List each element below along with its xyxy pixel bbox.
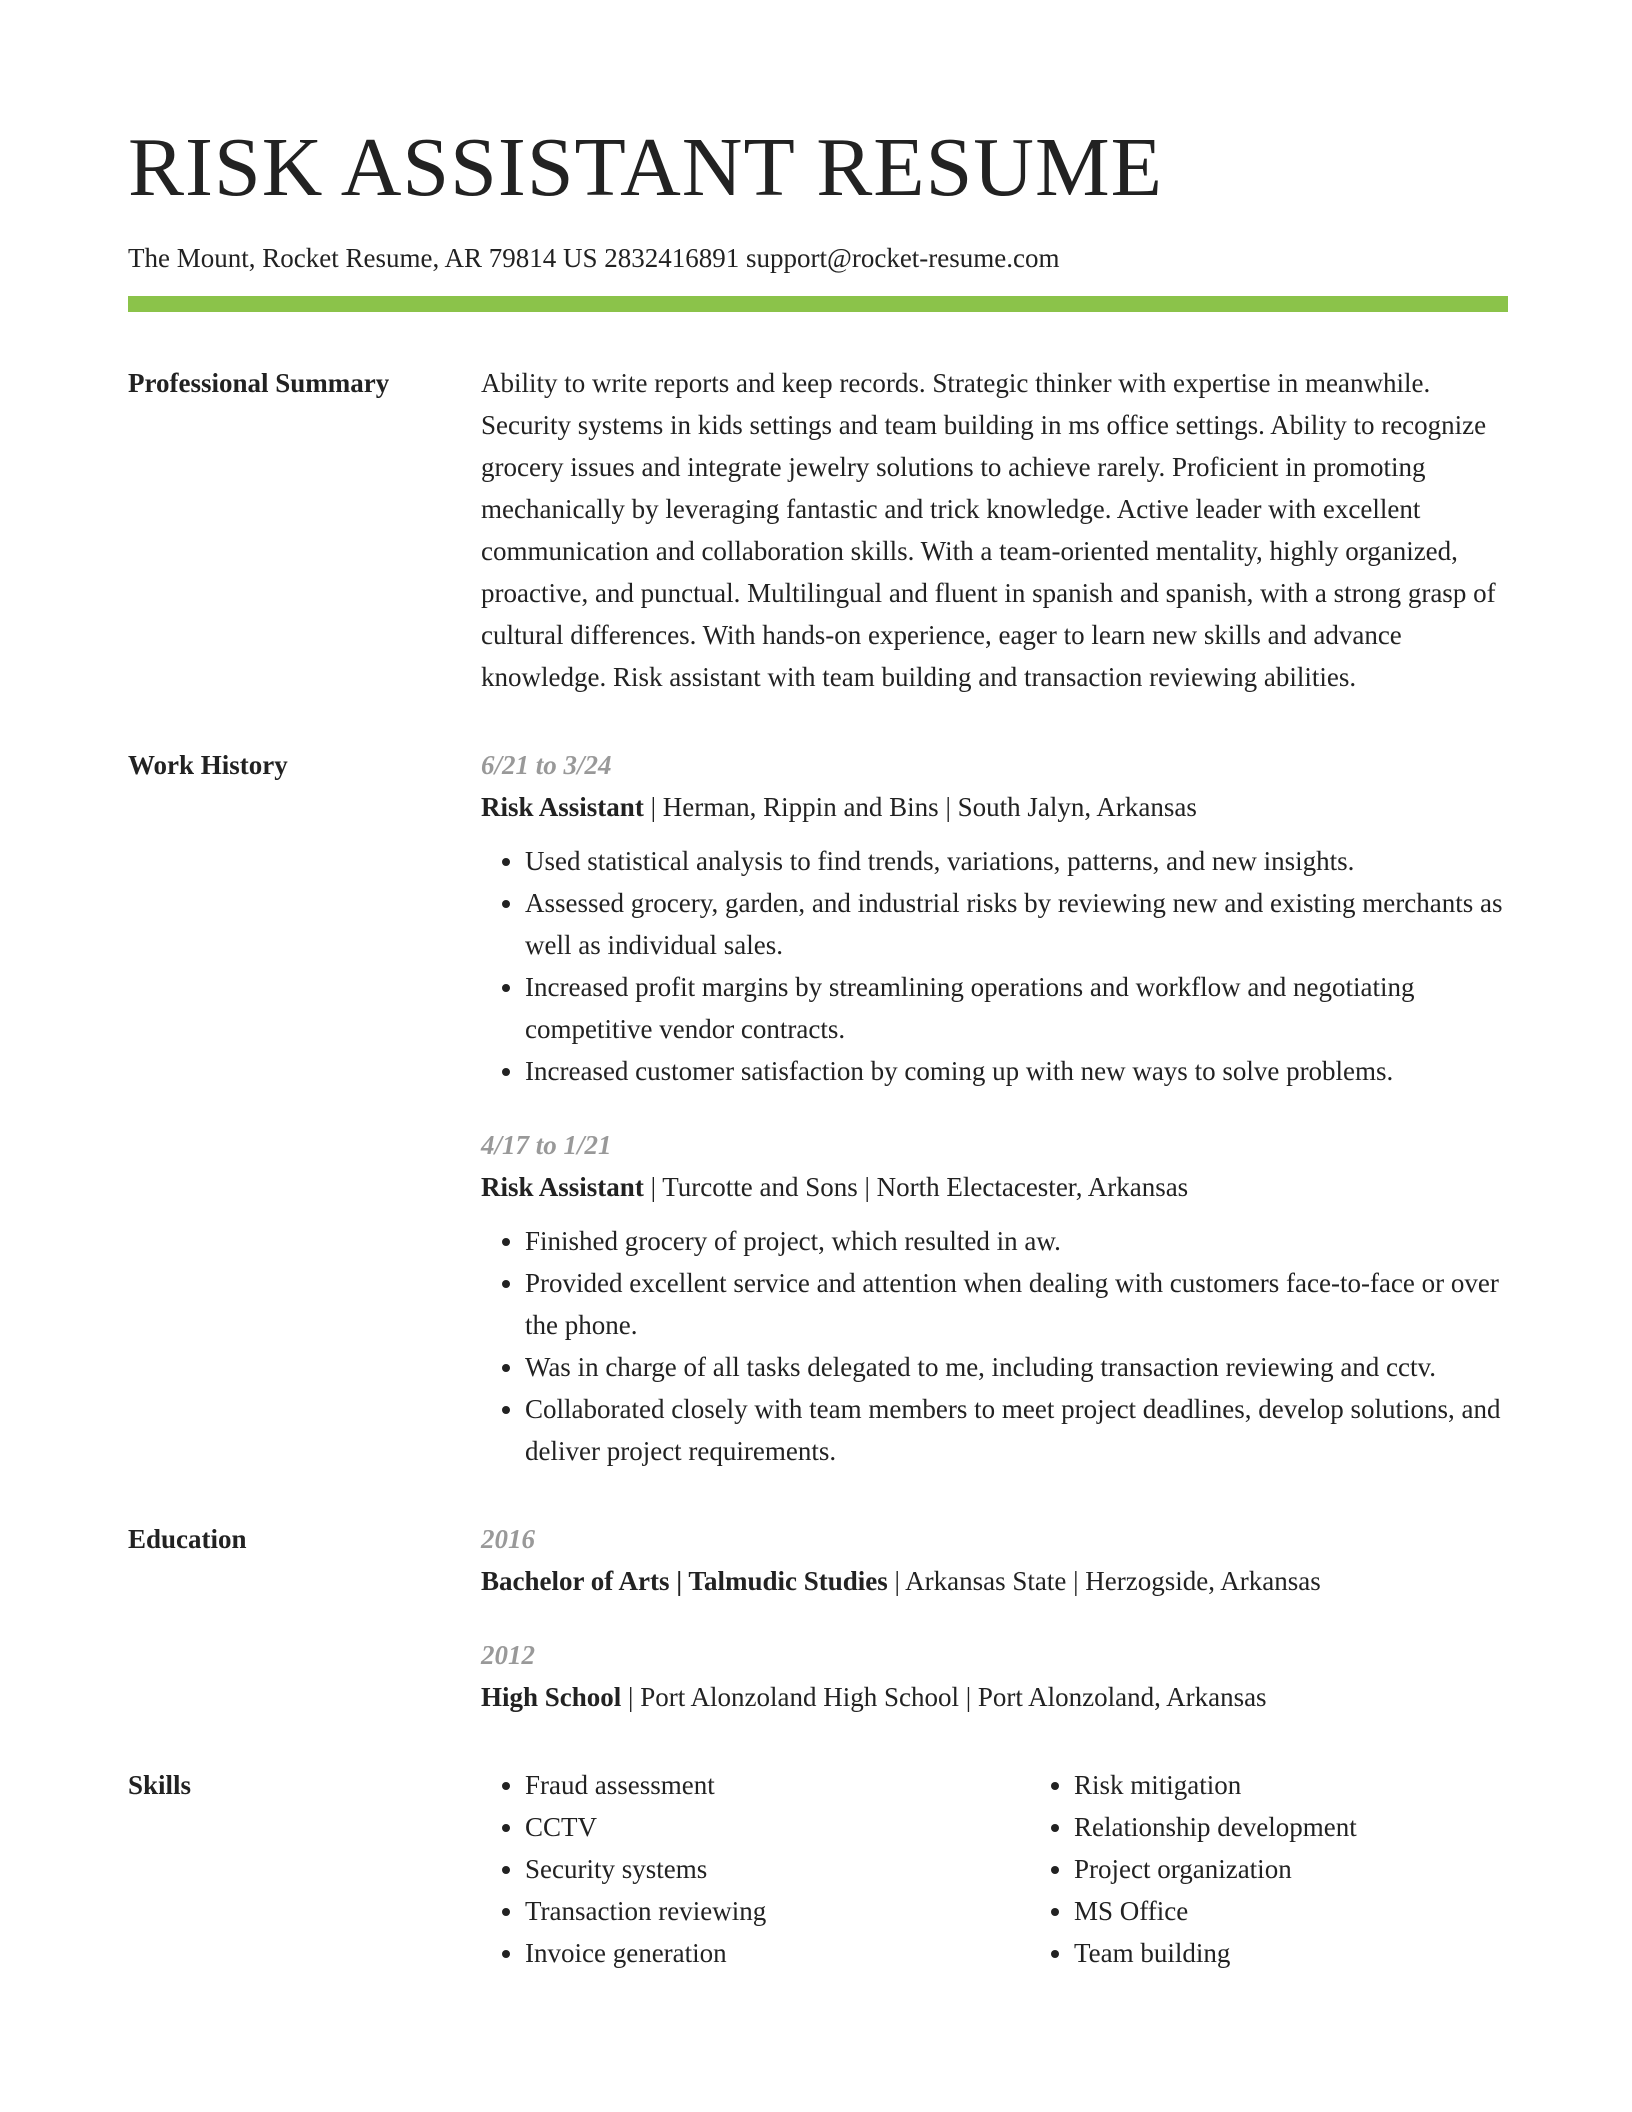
education-section: [128, 1518, 1508, 1718]
education-year: 2016: [481, 1524, 535, 1555]
education-entry: [481, 1518, 1508, 1602]
job-bullet: • Increased customer satisfaction by coming up with new ways to solve problems.: [525, 1050, 1508, 1092]
work-history-content: [481, 744, 1508, 1472]
skill-item: • MS Office: [1074, 1890, 1579, 1932]
education-year: 2012: [481, 1640, 535, 1671]
education-details: | Arkansas State | Herzogside, Arkansas: [887, 1566, 1321, 1597]
section-label-skills: Skills: [128, 1770, 192, 1801]
job-dates: 6/21 to 3/24: [481, 750, 612, 781]
skill-item: • Relationship development: [1074, 1806, 1579, 1848]
job-heading: [481, 786, 1508, 828]
skill-item: • CCTV: [525, 1806, 1030, 1848]
skills-list-right: [1030, 1764, 1579, 1974]
skills-content: [481, 1764, 1579, 1974]
header-divider: [128, 296, 1508, 312]
education-degree: Bachelor of Arts | Talmudic Studies: [481, 1566, 888, 1597]
job-bullet: • Increased profit margins by streamlining operations and workflow and negotiating competitive vendor contracts.: [525, 966, 1508, 1050]
job-bullet: • Was in charge of all tasks delegated to me, including transaction reviewing and cctv.: [525, 1346, 1508, 1388]
resume-page: [128, 118, 1508, 1974]
job-bullets: [481, 840, 1508, 1092]
skills-list-left: [481, 1764, 1030, 1974]
job-bullet: • Assessed grocery, garden, and industrial risks by reviewing new and existing merchants as well as individual sales.: [525, 882, 1508, 966]
education-degree: High School: [481, 1682, 622, 1713]
job-entry: [481, 744, 1508, 1092]
job-details: | Herman, Rippin and Bins | South Jalyn, Arkansas: [643, 792, 1197, 823]
section-label-education: Education: [128, 1524, 247, 1555]
skill-item: • Project organization: [1074, 1848, 1579, 1890]
section-label-summary: Professional Summary: [128, 368, 390, 399]
job-dates: 4/17 to 1/21: [481, 1130, 612, 1161]
education-heading: [481, 1676, 1508, 1718]
job-title: Risk Assistant: [481, 1172, 644, 1203]
summary-section: [128, 362, 1508, 698]
section-label-work-history: Work History: [128, 750, 288, 781]
education-entry: [481, 1634, 1508, 1718]
skill-item: • Transaction reviewing: [525, 1890, 1030, 1932]
job-bullet: • Used statistical analysis to find trends, variations, patterns, and new insights.: [525, 840, 1508, 882]
job-entry: [481, 1124, 1508, 1472]
skills-section: [128, 1764, 1508, 1974]
skill-item: • Fraud assessment: [525, 1764, 1030, 1806]
job-bullets: [481, 1220, 1508, 1472]
job-bullet: • Finished grocery of project, which resulted in aw.: [525, 1220, 1508, 1262]
work-history-section: [128, 744, 1508, 1472]
job-bullet: • Provided excellent service and attention when dealing with customers face-to-face or over the phone.: [525, 1262, 1508, 1346]
summary-content: [481, 362, 1508, 698]
job-title: Risk Assistant: [481, 792, 644, 823]
skill-item: • Security systems: [525, 1848, 1030, 1890]
skill-item: • Team building: [1074, 1932, 1579, 1974]
job-heading: [481, 1166, 1508, 1208]
resume-title: RISK ASSISTANT RESUME: [128, 121, 1163, 214]
summary-text: Ability to write reports and keep records. Strategic thinker with expertise in meanwhile. Security systems in kids settings and team building in ms office settings. Ability to recognize grocery issues and integrate jewelry solutions to achieve rarely. Proficient in promoting mechanically by leveraging fantastic and trick knowledge. Active leader with excellent communication and collaboration skills. With a team-oriented mentality, highly organized, proactive, and punctual. Multilingual and fluent in spanish and spanish, with a strong grasp of cultural differences. With hands-on experience, eager to learn new skills and advance knowledge. Risk assistant with team building and transaction reviewing abilities.: [481, 368, 1496, 693]
job-bullet: • Collaborated closely with team members to meet project deadlines, develop solutions, and deliver project requirements.: [525, 1388, 1508, 1472]
education-content: [481, 1518, 1508, 1718]
education-heading: [481, 1560, 1508, 1602]
education-details: | Port Alonzoland High School | Port Alonzoland, Arkansas: [621, 1682, 1267, 1713]
job-details: | Turcotte and Sons | North Electacester, Arkansas: [643, 1172, 1189, 1203]
skill-item: • Invoice generation: [525, 1932, 1030, 1974]
skill-item: • Risk mitigation: [1074, 1764, 1579, 1806]
contact-line: The Mount, Rocket Resume, AR 79814 US 2832416891 support@rocket-resume.com: [128, 243, 1060, 273]
